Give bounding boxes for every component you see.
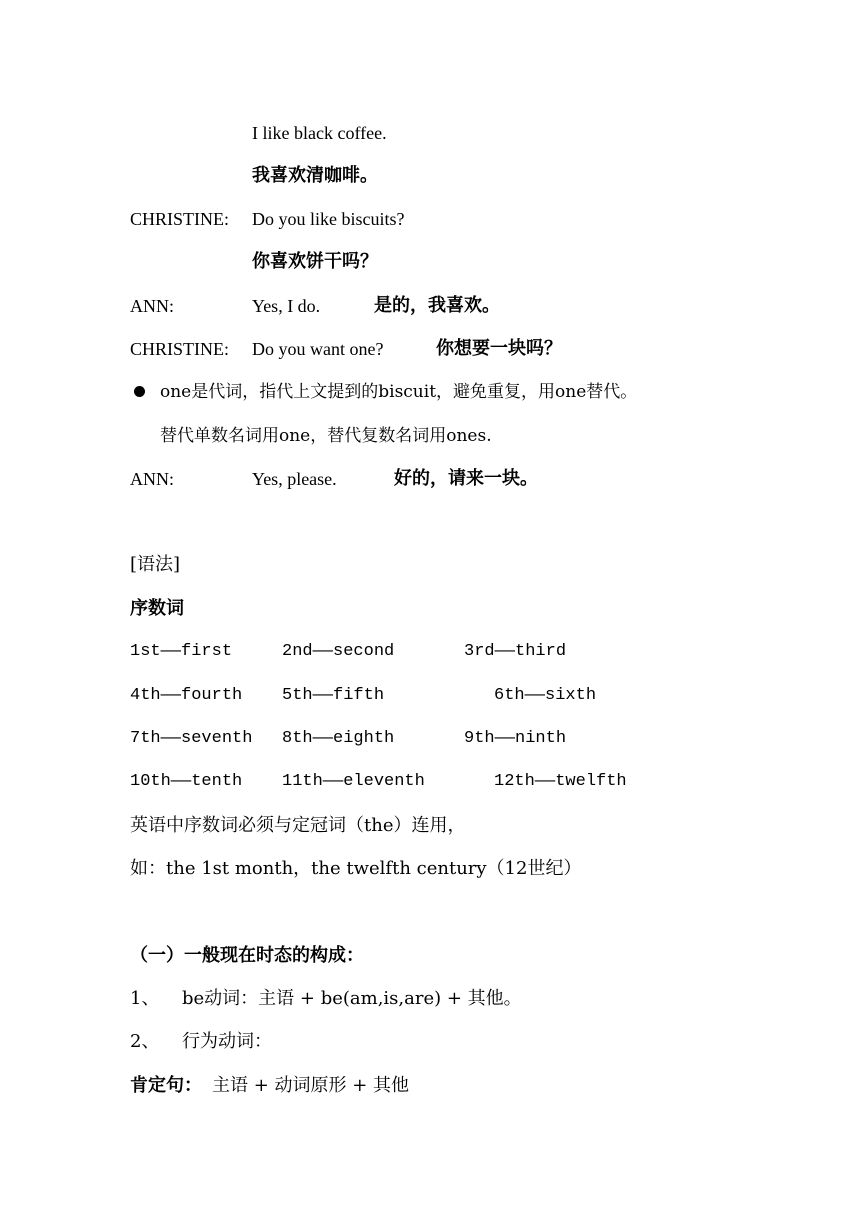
dialogue-chinese-line: 我喜欢清咖啡。 (252, 165, 378, 186)
grammar-example: 如：the 1st month，the twelfth century（12世纪） (130, 858, 582, 879)
dialogue-chinese-line: 你想要一块吗？ (436, 338, 562, 359)
ordinal-item: 5th——fifth (282, 686, 385, 705)
ordinal-item: 8th——eighth (282, 729, 395, 748)
speaker-label: ANN: (130, 469, 174, 489)
dialogue-english-line: Do you like biscuits? (252, 209, 405, 229)
speaker-label: ANN: (130, 296, 174, 316)
affirmative-label: 肯定句： (130, 1075, 202, 1096)
note-line: one是代词，指代上文提到的biscuit，避免重复，用one替代。 (160, 382, 638, 402)
bullet-icon (134, 386, 145, 397)
speaker-label: CHRISTINE: (130, 209, 229, 229)
ordinal-title: 序数词 (130, 598, 184, 619)
dialogue-english-line: Do you want one? (252, 339, 384, 359)
ordinal-item: 9th——ninth (464, 729, 567, 748)
dialogue-english-line: I like black coffee. (252, 123, 387, 143)
ordinal-item: 3rd——third (464, 642, 567, 661)
ordinal-item: 1st——first (130, 642, 233, 661)
affirmative-text: 主语 + 动词原形 + 其他 (212, 1075, 410, 1096)
list-item-text: be动词：主语 + be(am,is,are) + 其他。 (182, 988, 522, 1009)
ordinal-item: 7th——seventh (130, 729, 253, 748)
list-item-text: 行为动词： (182, 1031, 272, 1052)
note-line: 替代单数名词用one，替代复数名词用ones. (160, 426, 492, 446)
ordinal-item: 11th——eleventh (282, 772, 425, 791)
dialogue-english-line: Yes, please. (252, 469, 337, 489)
tense-title: （一）一般现在时态的构成： (130, 945, 364, 966)
dialogue-chinese-line: 你喜欢饼干吗？ (252, 251, 378, 272)
list-number: 2、 (130, 1031, 160, 1052)
ordinal-item: 2nd——second (282, 642, 395, 661)
dialogue-english-line: Yes, I do. (252, 296, 321, 316)
ordinal-item: 12th——twelfth (494, 772, 627, 791)
dialogue-chinese-line: 好的，请来一块。 (394, 468, 538, 489)
grammar-rule: 英语中序数词必须与定冠词（the）连用， (130, 815, 466, 836)
ordinal-item: 4th——fourth (130, 686, 243, 705)
grammar-header: [语法] (130, 554, 181, 575)
dialogue-chinese-line: 是的，我喜欢。 (374, 295, 500, 316)
list-number: 1、 (130, 988, 160, 1009)
ordinal-item: 6th——sixth (494, 686, 597, 705)
ordinal-item: 10th——tenth (130, 772, 243, 791)
speaker-label: CHRISTINE: (130, 339, 229, 359)
